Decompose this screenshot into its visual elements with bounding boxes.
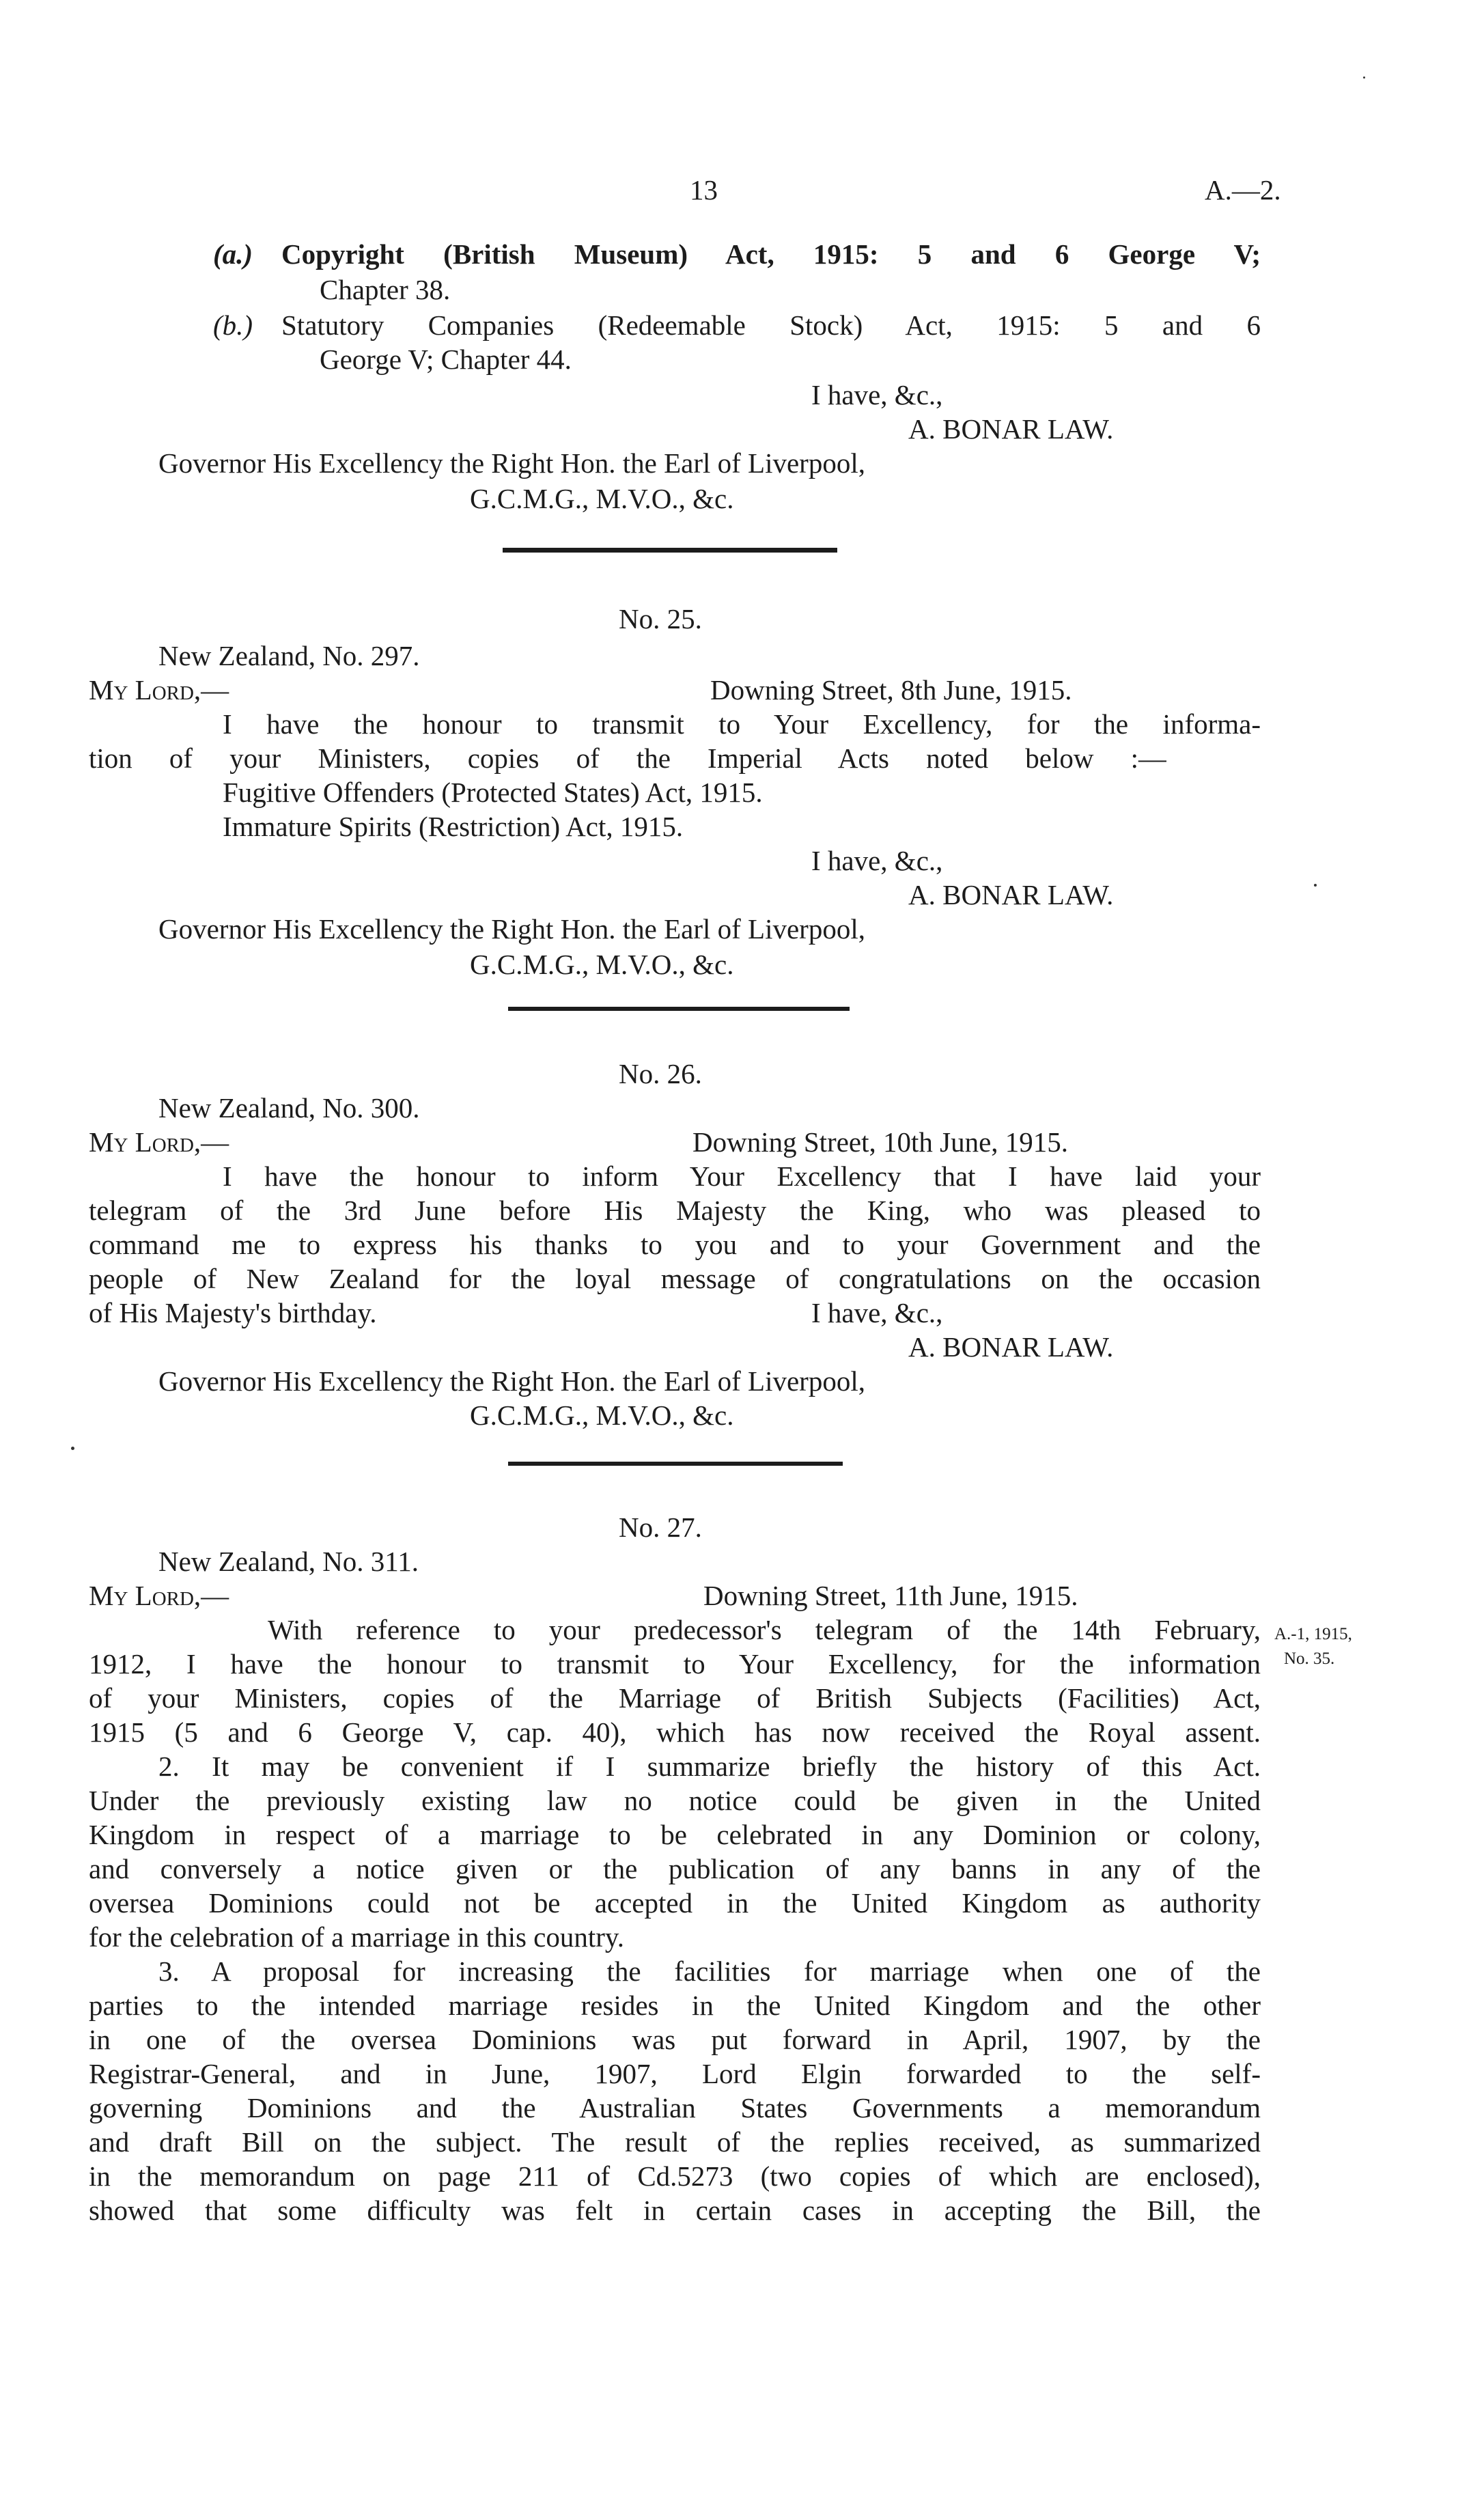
body-line: I have the honour to inform Your Excellency that I have laid your [223, 1162, 1261, 1192]
body-line: With reference to your predecessor's telegram of the 14th February, [268, 1616, 1261, 1645]
page-number: 13 [690, 174, 718, 206]
body-line: and conversely a notice given or the publication of any banns in any of the [89, 1855, 1261, 1884]
dispatch-reference: New Zealand, No. 311. [158, 1546, 419, 1577]
addressee-line1: Governor His Excellency the Right Hon. the Earl of Liverpool, [158, 1365, 865, 1397]
body-line: governing Dominions and the Australian States Governments a memorandum [89, 2094, 1261, 2123]
body-line: of your Ministers, copies of the Marriage of British Subjects (Facilities) Act, [89, 1684, 1261, 1714]
dateline: Downing Street, 11th June, 1915. [703, 1580, 1078, 1611]
salutation: My Lord,— [89, 1580, 229, 1611]
act-item-b-line1: Statutory Companies (Redeemable Stock) Act, 1915: 5 and 6 [281, 311, 1261, 341]
salutation: My Lord,— [89, 674, 229, 706]
ink-speck [71, 1447, 74, 1450]
ink-speck [1314, 884, 1317, 887]
body-line: 1915 (5 and 6 George V, cap. 40), which has now received the Royal assent. [89, 1718, 1261, 1748]
body-line: Fugitive Offenders (Protected States) Act, 1915. [223, 777, 763, 808]
sign-off: I have, &c., [811, 379, 943, 410]
section-divider [508, 1007, 850, 1011]
body-line: for the celebration of a marriage in this country. [89, 1921, 625, 1953]
addressee-line1: Governor His Excellency the Right Hon. the Earl of Liverpool, [158, 913, 865, 945]
addressee-line1: Governor His Excellency the Right Hon. the Earl of Liverpool, [158, 447, 865, 479]
dateline: Downing Street, 10th June, 1915. [692, 1126, 1069, 1158]
signature: A. BONAR LAW. [908, 879, 1114, 910]
signature: A. BONAR LAW. [908, 1331, 1114, 1363]
dateline: Downing Street, 8th June, 1915. [710, 674, 1072, 706]
body-line: I have the honour to transmit to Your Excellency, for the informa- [223, 710, 1261, 740]
paper-reference: A.—2. [1205, 174, 1281, 206]
act-item-b-marker: (b.) [213, 309, 253, 341]
document-number: No. 27. [619, 1512, 702, 1543]
body-line: Registrar-General, and in June, 1907, Lord Elgin forwarded to the self- [89, 2060, 1261, 2089]
body-line: oversea Dominions could not be accepted in the United Kingdom as authority [89, 1889, 1261, 1919]
body-line: Immature Spirits (Restriction) Act, 1915. [223, 811, 684, 842]
document-number: No. 26. [619, 1058, 702, 1089]
signature: A. BONAR LAW. [908, 413, 1114, 445]
body-line: command me to express his thanks to you and to your Government and the [89, 1231, 1261, 1260]
body-line: parties to the intended marriage resides in the United Kingdom and the other [89, 1992, 1261, 2021]
body-line: tion of your Ministers, copies of the Imperial Acts noted below :— [89, 744, 1166, 774]
margin-note: No. 35. [1284, 1649, 1335, 1668]
dispatch-reference: New Zealand, No. 300. [158, 1092, 420, 1124]
act-item-a-line2: Chapter 38. [320, 274, 451, 305]
section-divider [503, 548, 837, 553]
body-line: in one of the oversea Dominions was put forward in April, 1907, by the [89, 2026, 1261, 2055]
body-line: people of New Zealand for the loyal message of congratulations on the occasion [89, 1265, 1261, 1294]
sign-off: I have, &c., [811, 845, 943, 876]
body-line: 1912, I have the honour to transmit to Your Excellency, for the information [89, 1650, 1261, 1680]
body-line: of His Majesty's birthday. [89, 1297, 377, 1328]
salutation: My Lord,— [89, 1126, 229, 1158]
addressee-line2: G.C.M.G., M.V.O., &c. [470, 483, 734, 514]
act-item-a-marker: (a.) [213, 238, 253, 270]
addressee-line2: G.C.M.G., M.V.O., &c. [470, 1399, 734, 1431]
body-line: in the memorandum on page 211 of Cd.5273 (two copies of which are enclosed), [89, 2162, 1261, 2192]
addressee-line2: G.C.M.G., M.V.O., &c. [470, 949, 734, 980]
sign-off: I have, &c., [811, 1297, 943, 1328]
body-line: 2. It may be convenient if I summarize briefly the history of this Act. [158, 1753, 1261, 1782]
body-line: showed that some difficulty was felt in certain cases in accepting the Bill, the [89, 2197, 1261, 2226]
ink-speck [1363, 76, 1365, 79]
body-line: telegram of the 3rd June before His Majesty the King, who was pleased to [89, 1197, 1261, 1226]
body-line: Kingdom in respect of a marriage to be celebrated in any Dominion or colony, [89, 1821, 1261, 1850]
act-item-a-line1: Copyright (British Museum) Act, 1915: 5 and 6 George V; [281, 240, 1261, 270]
margin-note: A.-1, 1915, [1274, 1625, 1352, 1643]
section-divider [508, 1462, 843, 1466]
body-line: and draft Bill on the subject. The result of the replies received, as summarized [89, 2128, 1261, 2158]
body-line: 3. A proposal for increasing the facilities for marriage when one of the [158, 1958, 1261, 1987]
act-item-b-line2: George V; Chapter 44. [320, 344, 572, 375]
body-line: Under the previously existing law no notice could be given in the United [89, 1787, 1261, 1816]
dispatch-reference: New Zealand, No. 297. [158, 640, 420, 671]
document-number: No. 25. [619, 603, 702, 635]
